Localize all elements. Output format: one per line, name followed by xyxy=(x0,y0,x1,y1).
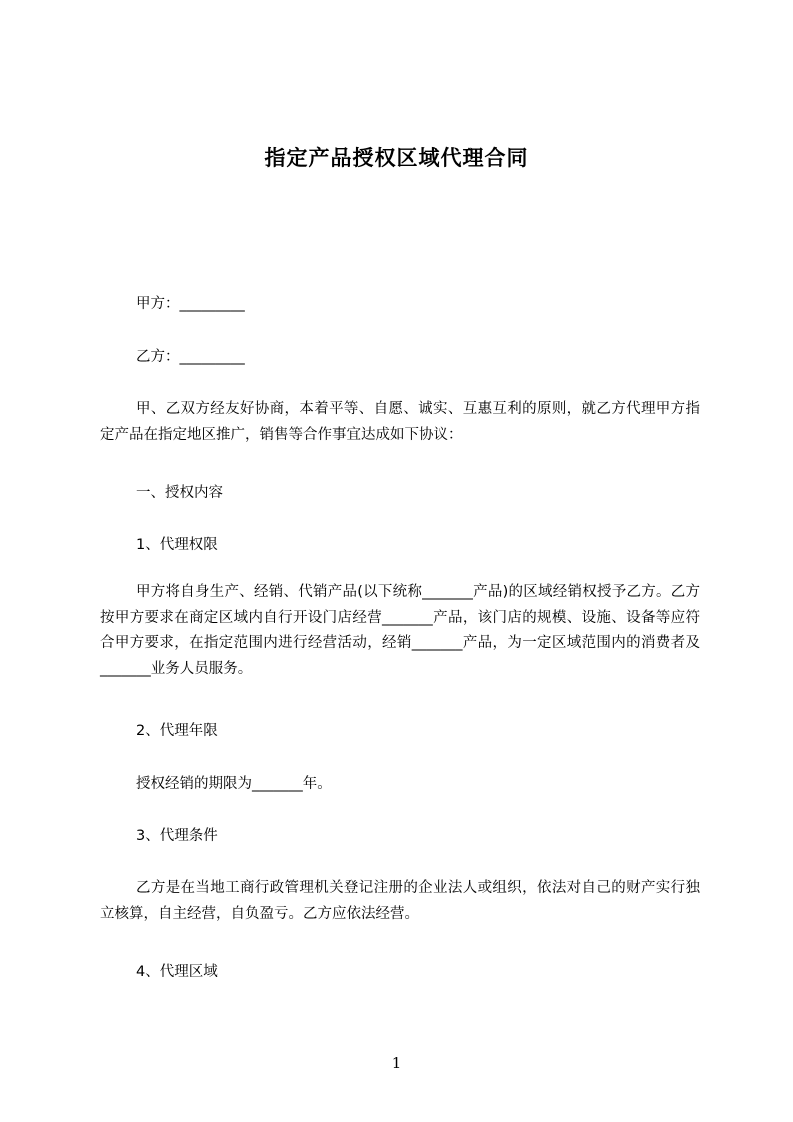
item1-paragraph: 甲方将自身生产、经销、代销产品(以下统称_______产品)的区域经销权授予乙方。乙方按甲方要求在商定区域内自行开设门店经营_______产品，该门店的规模、设施、设备等应符合甲方要求，在指定范围内进行经营活动，经销_______产品，为一定区域范围内的消费者及_______业务人员服务。 xyxy=(100,584,700,677)
page-number: 1 xyxy=(391,1054,402,1072)
item3-heading: 3、代理条件 xyxy=(136,828,218,844)
party-a-line: 甲方：_________ xyxy=(136,296,245,312)
item1-heading: 1、代理权限 xyxy=(136,537,218,553)
item3-paragraph: 乙方是在当地工商行政管理机关登记注册的企业法人或组织，依法对自己的财产实行独立核算，自主经营，自负盈亏。乙方应依法经营。 xyxy=(100,880,700,922)
item4-heading: 4、代理区域 xyxy=(136,964,218,980)
item2-text: 授权经销的期限为_______年。 xyxy=(136,776,332,792)
section1-heading: 一、授权内容 xyxy=(136,485,223,501)
document-title: 指定产品授权区域代理合同 xyxy=(264,146,529,170)
intro-paragraph: 甲、乙双方经友好协商，本着平等、自愿、诚实、互惠互利的原则，就乙方代理甲方指定产品在指定地区推广，销售等合作事宜达成如下协议： xyxy=(100,401,700,443)
item2-heading: 2、代理年限 xyxy=(136,723,218,739)
party-b-line: 乙方：_________ xyxy=(136,349,245,365)
